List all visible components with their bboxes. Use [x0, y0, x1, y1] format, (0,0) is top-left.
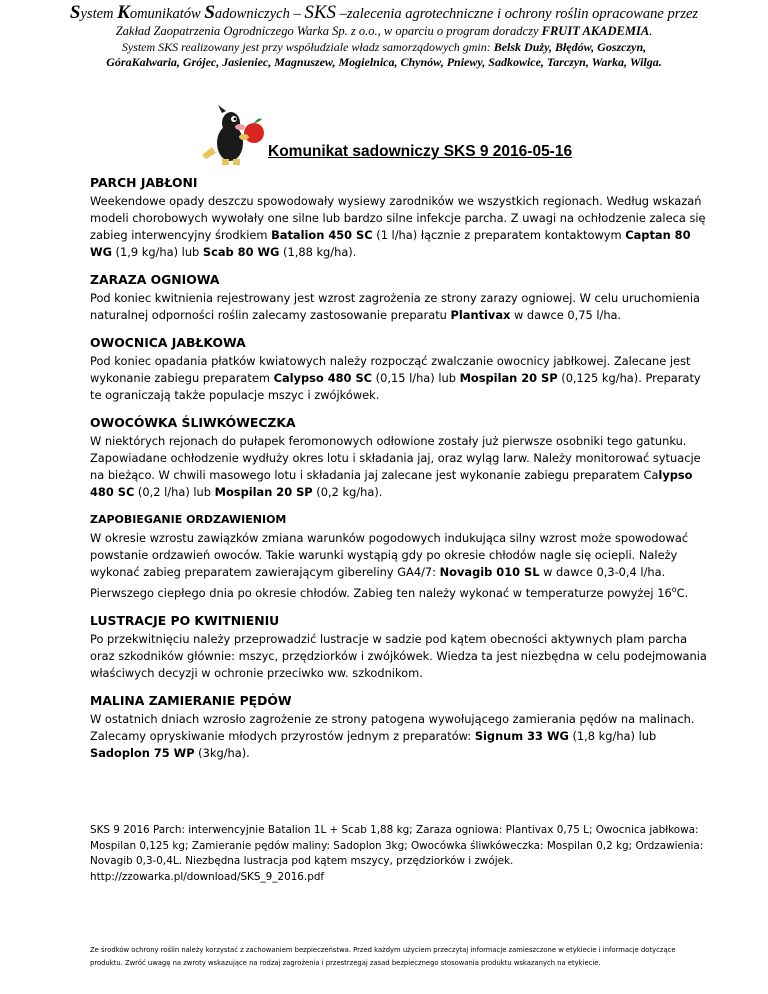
section-heading: OWOCÓWKA ŚLIWKÓWECZKA — [90, 415, 296, 430]
header-initial-k: K — [117, 2, 130, 23]
text-run: (1,8 kg/ha) lub — [568, 728, 657, 743]
section-owocowka — [90, 414, 710, 501]
product-name: Calypso 480 SC — [273, 371, 373, 385]
section-heading: MALINA ZAMIERANIE PĘDÓW — [90, 692, 292, 708]
text-run: Pod koniec opadania płatków kwiatowych należy rozpocząć zwalczanie owocnicy jabłkowej. Zalecane jest wykonanie zabiegu preparatem — [90, 354, 691, 385]
header-text: omunikatów — [129, 6, 205, 22]
product-name: Signum 33 WG — [474, 728, 569, 743]
section-text — [90, 530, 710, 602]
text-run: w dawce 0,75 l/ha. — [510, 308, 622, 322]
section-heading: PARCH JABŁONI — [90, 175, 198, 190]
header-initial-s2: S — [204, 2, 215, 23]
text-run: w dawce 0,3-0,4 l/ha. Pierwszego ciepłego dnia po okresie chłodów. Zabieg ten należy wykonać w temperaturze powyżej 16 — [90, 565, 672, 600]
text-run: (1 l/ha) łącznie z preparatem kontaktowym — [372, 228, 626, 242]
safety-footer: Ze środków ochrony roślin należy korzystać z zachowaniem bezpieczeństwa. Przed każdym użyciem przeczytaj informacje zamieszczone w etykiecie i informacje dotyczące produktu. Zwróć uwagę na zwroty wskazujące na rodzaj zagrożenia i przestrzegaj zasad bezpiecznego stosowania produktu wskazanych na etykiecie. — [90, 946, 676, 967]
text-run: W ostatnich dniach wzrosło zagrożenie ze strony patogena wywołującego zamierania pędów na malinach. Zalecamy opryskiwanie młodych przyrostów jednym z preparatów: — [90, 711, 695, 743]
header — [0, 4, 768, 70]
section-text — [90, 290, 710, 324]
degree-sup: o — [671, 585, 677, 594]
section-zaraza — [90, 271, 710, 324]
text-run: C. — [676, 585, 689, 600]
text-run: Weekendowe opady deszczu spowodowały wysiewy zarodników we wszystkich regionach. Według wskazań modeli chorobowych wywołały one silne lub bardzo silne infekcje parcha. Z uwagi na ochłodzenie zaleca się zabieg interwencyjny środkiem — [90, 194, 706, 242]
section-heading: ZARAZA OGNIOWA — [90, 272, 220, 287]
text-run: (0,2 l/ha) lub — [134, 485, 215, 499]
mole-mascot-icon — [200, 103, 272, 167]
text-run: (1,9 kg/ha) lub — [111, 245, 203, 259]
section-parch — [90, 174, 710, 261]
text-run: (0,15 l/ha) lub — [372, 371, 460, 385]
product-name: Scab 80 WG — [202, 245, 280, 259]
section-heading: ZAPOBIEGANIE ORDZAWIENIOM — [90, 513, 287, 526]
header-line-2 — [0, 23, 768, 40]
content — [90, 174, 710, 772]
section-text: Po przekwitnięciu należy przeprowadzić lustracje w sadzie pod kątem obecności aktywnych plam parcha oraz szkodników głównie: mszyc, przędziorków i zwójkówek. Wiedza ta jest niezbędna w celu podejmowania właściwych decyzji w ochronie przeciwko ww. szkodnikom. — [90, 631, 707, 680]
header-text: Zakład Zaopatrzenia Ogrodniczego Warka Sp. z o.o., w oparciu o program doradczy — [115, 24, 542, 38]
header-sks: SKS — [304, 2, 337, 23]
product-name: Plantivax — [450, 308, 511, 322]
section-heading: LUSTRACJE PO KWITNIENIU — [90, 612, 280, 628]
product-name: Captan 80 WG — [90, 228, 691, 259]
header-text: –zalecenia agrotechniczne i ochrony roślin opracowane przez — [336, 6, 699, 22]
product-name: lypso 480 SC — [90, 468, 693, 499]
text-run: (3kg/ha). — [194, 745, 250, 760]
text-run: Pod koniec kwitnienia rejestrowany jest wzrost zagrożenia ze strony zarazy ogniowej. W celu uruchomienia naturalnej odporności roślin zalecamy zastosowanie preparatu — [90, 291, 701, 322]
summary-text: SKS 9 2016 Parch: interwencyjnie Batalion 1L + Scab 1,88 kg; Zaraza ogniowa: Plantivax 0,75 L; Owocnica jabłkowa: Mospilan 0,125 kg; Zamieranie pędów maliny: Sadoplon 3kg; Owocówka śliwkóweczka: Mospilan 0,2 kg; Ordzawienia: Novagib 0,3-0,4L. Niezbędna lustracja pod kątem mszycy, przędziorków i zwójek. http://zzowarka.pl/download/SKS_9_2016.pdf — [90, 824, 704, 883]
section-text — [90, 711, 710, 762]
text-run: (0,125 kg/ha). Preparaty te ograniczają także populacje mszyc i zwójkówek. — [90, 371, 701, 402]
header-text: ystem — [80, 6, 118, 22]
product-name: Sadoplon 75 WP — [90, 745, 195, 760]
section-lustracje — [90, 612, 710, 682]
section-text — [90, 193, 710, 261]
text-run: (1,88 kg/ha). — [279, 245, 357, 259]
header-line-4: GóraKalwaria, Grójec, Jasieniec, Magnuszew, Mogielnica, Chynów, Pniewy, Sadkowice, Tarczyn, Warka, Wilga. — [106, 55, 662, 69]
product-name: Mospilan 20 SP — [459, 371, 558, 385]
header-text: . — [649, 24, 653, 38]
section-text — [90, 433, 710, 501]
header-line-3 — [0, 40, 768, 55]
section-text — [90, 353, 710, 404]
header-line-1 — [0, 4, 768, 23]
text-run: W okresie wzrostu zawiązków zmiana warunków pogodowych indukująca silny wzrost może spowodować powstanie ordzawień owoców. Takie warunki wystąpią gdy po okresie chłodów nagle się ociepli. Należy wykonać zabieg preparatem zawierającym gibereliny GA4/7: — [90, 531, 689, 579]
section-ordzawienia — [90, 511, 710, 602]
page-title: Komunikat sadowniczy SKS 9 2016-05-16 — [268, 143, 573, 160]
text-run: W niektórych rejonach do pułapek feromonowych odłowione zostały już pierwsze osobniki tego gatunku. Zapowiadane ochłodzenie wydłuży okres lotu i składania jaj, oraz wyląg larw. Należy monitorować sytuacje na bieżąco. W chwili masowego lotu i składania jaj zalecane jest wykonanie zabiegu preparatem Ca — [90, 434, 701, 482]
program-name: FRUIT AKADEMIA — [541, 24, 650, 38]
header-text: adowniczych – — [214, 6, 305, 22]
product-name: Mospilan 20 SP — [214, 485, 313, 499]
header-text: System SKS realizowany jest przy współudziale władz samorządowych gmin: — [121, 40, 494, 54]
section-malina — [90, 692, 710, 762]
text-run: (0,2 kg/ha). — [312, 485, 383, 499]
section-owocnica — [90, 334, 710, 404]
gminy-list: Belsk Duży, Błędów, Goszczyn, — [493, 40, 647, 54]
section-heading: OWOCNICA JABŁKOWA — [90, 335, 246, 350]
product-name: Batalion 450 SC — [271, 228, 373, 242]
product-name: Novagib 010 SL — [439, 565, 540, 579]
header-initial-s: S — [69, 2, 81, 23]
